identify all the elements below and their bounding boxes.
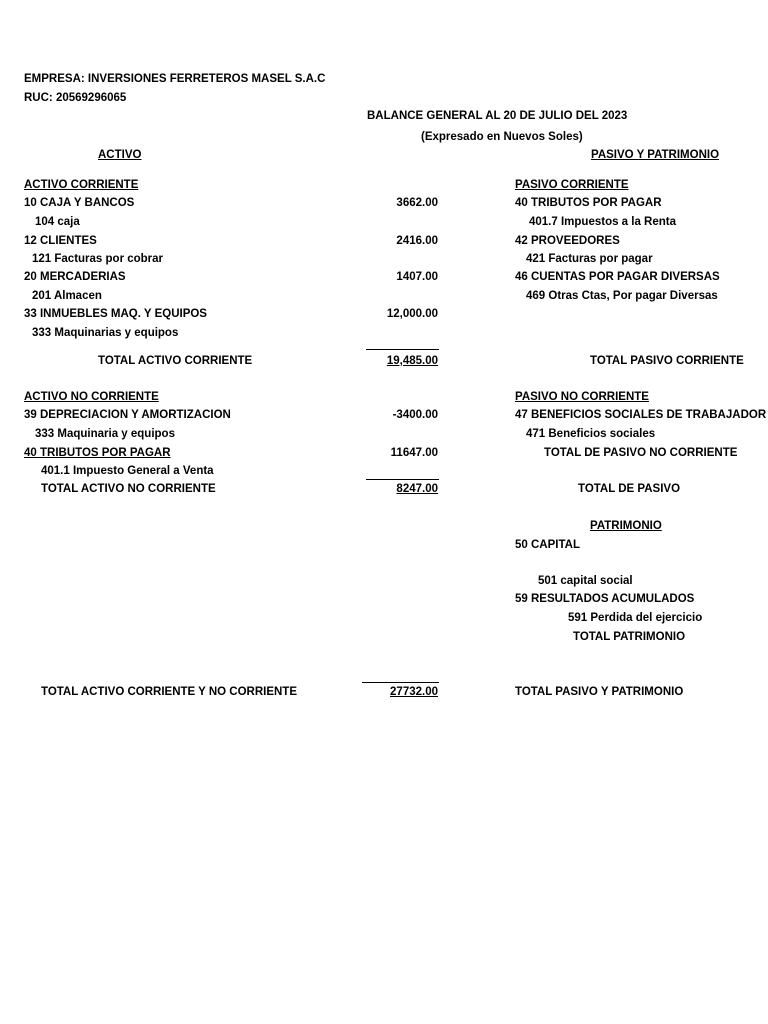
- account-amount: 1407.00: [396, 271, 438, 283]
- patrimonio-heading: PATRIMONIO: [590, 520, 662, 532]
- pasivo-patrimonio-heading: PASIVO Y PATRIMONIO: [591, 149, 720, 161]
- total-activo-no-corriente-amount: 8247.00: [396, 483, 438, 495]
- total-rule-top: [366, 479, 439, 480]
- pasivo-no-corriente-heading: PASIVO NO CORRIENTE: [515, 391, 649, 403]
- subaccount-line: 471 Beneficios sociales: [526, 428, 656, 440]
- account-line: 46 CUENTAS POR PAGAR DIVERSAS: [515, 271, 720, 283]
- account-line: 10 CAJA Y BANCOS: [24, 197, 135, 209]
- subaccount-line: 591 Perdida del ejercicio: [568, 612, 703, 624]
- account-amount: -3400.00: [392, 409, 438, 421]
- account-amount: 12,000.00: [386, 308, 438, 320]
- total-patrimonio-label: TOTAL PATRIMONIO: [573, 631, 686, 643]
- account-line: 12 CLIENTES: [24, 235, 97, 247]
- account-line: 59 RESULTADOS ACUMULADOS: [515, 593, 695, 605]
- account-amount: 2416.00: [396, 235, 438, 247]
- report-subtitle: (Expresado en Nuevos Soles): [421, 131, 583, 143]
- account-line: 50 CAPITAL: [515, 539, 580, 551]
- total-pasivo-patrimonio-label: TOTAL PASIVO Y PATRIMONIO: [515, 686, 684, 698]
- total-activo-label: TOTAL ACTIVO CORRIENTE Y NO CORRIENTE: [41, 686, 298, 698]
- subaccount-line: 421 Facturas por pagar: [526, 253, 653, 265]
- subaccount-line: 401.1 Impuesto General a Venta: [41, 465, 214, 477]
- total-activo-amount: 27732.00: [390, 686, 438, 698]
- subaccount-line: 121 Facturas por cobrar: [32, 253, 164, 265]
- account-line: 39 DEPRECIACION Y AMORTIZACION: [24, 409, 231, 421]
- activo-corriente-heading: ACTIVO CORRIENTE: [24, 179, 139, 191]
- company-name: EMPRESA: INVERSIONES FERRETEROS MASEL S.A.C: [24, 73, 326, 85]
- total-activo-corriente-amount: 19,485.00: [386, 355, 438, 367]
- total-pasivo-no-corriente-label: TOTAL DE PASIVO NO CORRIENTE: [544, 447, 738, 459]
- total-rule-top: [366, 349, 439, 350]
- report-title: BALANCE GENERAL AL 20 DE JULIO DEL 2023: [367, 110, 628, 122]
- total-pasivo-corriente-label: TOTAL PASIVO CORRIENTE: [590, 355, 744, 367]
- pasivo-corriente-heading: PASIVO CORRIENTE: [515, 179, 629, 191]
- subaccount-line: 501 capital social: [538, 575, 633, 587]
- subaccount-line: 333 Maquinarias y equipos: [32, 327, 179, 339]
- activo-heading: ACTIVO: [98, 149, 142, 161]
- total-pasivo-label: TOTAL DE PASIVO: [578, 483, 681, 495]
- account-line: 40 TRIBUTOS POR PAGAR: [24, 447, 171, 459]
- subaccount-line: 333 Maquinaria y equipos: [35, 428, 175, 440]
- activo-no-corriente-heading: ACTIVO NO CORRIENTE: [24, 391, 159, 403]
- subaccount-line: 401.7 Impuestos a la Renta: [529, 216, 677, 228]
- total-activo-no-corriente-label: TOTAL ACTIVO NO CORRIENTE: [41, 483, 216, 495]
- account-line: 33 INMUEBLES MAQ. Y EQUIPOS: [24, 308, 207, 320]
- account-line: 20 MERCADERIAS: [24, 271, 126, 283]
- subaccount-line: 469 Otras Ctas, Por pagar Diversas: [526, 290, 718, 302]
- subaccount-line: 104 caja: [35, 216, 80, 228]
- total-rule-top: [362, 682, 439, 683]
- account-line: 47 BENEFICIOS SOCIALES DE TRABAJADOR: [515, 409, 767, 421]
- total-activo-corriente-label: TOTAL ACTIVO CORRIENTE: [98, 355, 253, 367]
- account-line: 42 PROVEEDORES: [515, 235, 620, 247]
- subaccount-line: 201 Almacen: [32, 290, 102, 302]
- ruc-number: RUC: 20569296065: [24, 92, 127, 104]
- account-line: 40 TRIBUTOS POR PAGAR: [515, 197, 662, 209]
- account-amount: 11647.00: [390, 447, 438, 459]
- account-amount: 3662.00: [396, 197, 438, 209]
